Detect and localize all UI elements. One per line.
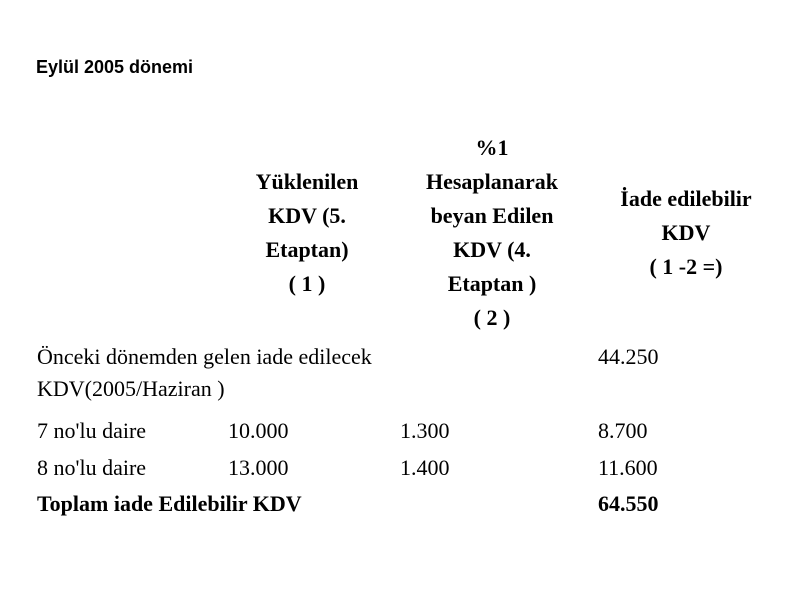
column-header-line: ( 1 ) [288,271,326,296]
column-header-line: ( 2 ) [473,305,511,330]
column-header-line: ( 1 -2 =) [649,254,723,279]
row-label-carryover-line2: KDV(2005/Haziran ) [37,376,225,401]
column-header-declared-vat [402,131,582,335]
row-label-8: 8 no'lu daire [37,455,147,480]
row-7-refundable: 8.700 [598,418,648,443]
column-header-line: KDV (5. [268,203,346,228]
row-7-declared: 1.300 [400,418,450,443]
column-header-refundable-vat [596,182,776,284]
column-header-line: Etaptan ) [447,271,537,296]
column-header-incurred-vat [232,165,382,301]
row-8-refundable: 11.600 [598,455,658,480]
column-header-line: beyan Edilen [430,203,554,228]
period-title: Eylül 2005 dönemi [36,57,194,77]
column-header-line: KDV [661,220,711,245]
column-header-line: KDV (4. [453,237,531,262]
total-value: 64.550 [598,491,659,516]
row-7-incurred: 10.000 [228,418,289,443]
total-label: Toplam iade Edilebilir KDV [37,491,302,516]
column-header-line: Yüklenilen [255,169,359,194]
row-8-declared: 1.400 [400,455,450,480]
column-header-line: %1 [475,135,509,160]
row-label-7: 7 no'lu daire [37,418,147,443]
column-header-line: İade edilebilir [620,186,752,211]
row-8-incurred: 13.000 [228,455,289,480]
column-header-line: Hesaplanarak [425,169,559,194]
row-label-carryover-line1: Önceki dönemden gelen iade edilecek [37,344,372,369]
column-header-line: Etaptan) [265,237,349,262]
row-carryover-refundable: 44.250 [598,344,659,369]
